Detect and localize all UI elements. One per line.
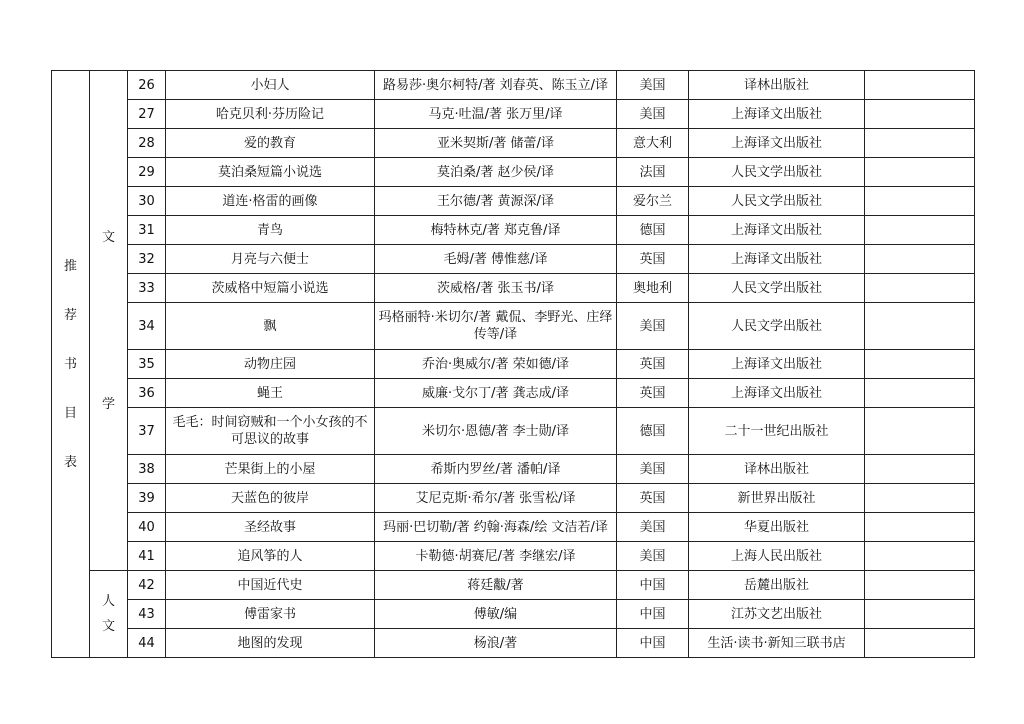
table-row	[52, 245, 975, 274]
row-number: 28	[128, 129, 166, 158]
book-author: 米切尔·恩德/著 李士勋/译	[375, 408, 617, 455]
book-list-table	[51, 70, 975, 658]
row-number: 35	[128, 350, 166, 379]
category-label-char: 人	[101, 594, 115, 609]
row-number: 30	[128, 187, 166, 216]
book-title: 蝇王	[166, 379, 375, 408]
book-author: 莫泊桑/著 赵少侯/译	[375, 158, 617, 187]
row-number: 36	[128, 379, 166, 408]
row-number: 44	[128, 629, 166, 658]
book-title: 哈克贝利·芬历险记	[166, 100, 375, 129]
table-row	[52, 629, 975, 658]
category-label	[90, 571, 128, 658]
section-title	[52, 71, 90, 658]
table-row	[52, 303, 975, 350]
table-row	[52, 484, 975, 513]
notes-cell	[865, 600, 975, 629]
row-number: 37	[128, 408, 166, 455]
book-title: 地图的发现	[166, 629, 375, 658]
table-row	[52, 129, 975, 158]
notes-cell	[865, 379, 975, 408]
table-row	[52, 158, 975, 187]
section-title-char: 书	[63, 356, 77, 372]
book-title: 青鸟	[166, 216, 375, 245]
row-number: 27	[128, 100, 166, 129]
book-title: 毛毛：时间窃贼和一个小女孩的不可思议的故事	[166, 408, 375, 455]
book-title: 动物庄园	[166, 350, 375, 379]
notes-cell	[865, 408, 975, 455]
table-row	[52, 571, 975, 600]
book-publisher: 华夏出版社	[689, 513, 865, 542]
book-country: 法国	[617, 158, 689, 187]
book-author: 蒋廷黻/著	[375, 571, 617, 600]
book-author: 毛姆/著 傅惟慈/译	[375, 245, 617, 274]
book-country: 英国	[617, 350, 689, 379]
table-row	[52, 350, 975, 379]
notes-cell	[865, 274, 975, 303]
book-title: 月亮与六便士	[166, 245, 375, 274]
notes-cell	[865, 542, 975, 571]
notes-cell	[865, 216, 975, 245]
table-row	[52, 187, 975, 216]
table-row	[52, 216, 975, 245]
book-author: 希斯内罗丝/著 潘帕/译	[375, 455, 617, 484]
book-author: 梅特林克/著 郑克鲁/译	[375, 216, 617, 245]
book-publisher: 人民文学出版社	[689, 303, 865, 350]
book-country: 美国	[617, 303, 689, 350]
book-country: 中国	[617, 571, 689, 600]
row-number: 33	[128, 274, 166, 303]
book-author: 杨浪/著	[375, 629, 617, 658]
notes-cell	[865, 455, 975, 484]
table-row	[52, 600, 975, 629]
book-publisher: 上海译文出版社	[689, 245, 865, 274]
notes-cell	[865, 187, 975, 216]
book-title: 莫泊桑短篇小说选	[166, 158, 375, 187]
book-publisher: 生活·读书·新知三联书店	[689, 629, 865, 658]
book-publisher: 上海译文出版社	[689, 129, 865, 158]
table-row	[52, 408, 975, 455]
section-title-char: 推	[63, 258, 77, 274]
book-author: 路易莎·奥尔柯特/著 刘春英、陈玉立/译	[375, 71, 617, 100]
book-publisher: 上海译文出版社	[689, 350, 865, 379]
book-title: 小妇人	[166, 71, 375, 100]
book-author: 玛丽·巴切勒/著 约翰·海森/绘 文洁若/译	[375, 513, 617, 542]
book-country: 中国	[617, 629, 689, 658]
table-body	[52, 71, 975, 658]
notes-cell	[865, 71, 975, 100]
book-publisher: 译林出版社	[689, 455, 865, 484]
row-number: 42	[128, 571, 166, 600]
row-number: 34	[128, 303, 166, 350]
notes-cell	[865, 484, 975, 513]
book-author: 卡勒德·胡赛尼/著 李继宏/译	[375, 542, 617, 571]
notes-cell	[865, 303, 975, 350]
book-author: 威廉·戈尔丁/著 龚志成/译	[375, 379, 617, 408]
book-title: 圣经故事	[166, 513, 375, 542]
book-author: 艾尼克斯·希尔/著 张雪松/译	[375, 484, 617, 513]
row-number: 29	[128, 158, 166, 187]
book-country: 爱尔兰	[617, 187, 689, 216]
table-row	[52, 71, 975, 100]
book-publisher: 江苏文艺出版社	[689, 600, 865, 629]
row-number: 39	[128, 484, 166, 513]
row-number: 32	[128, 245, 166, 274]
book-country: 英国	[617, 379, 689, 408]
book-publisher: 二十一世纪出版社	[689, 408, 865, 455]
book-country: 美国	[617, 100, 689, 129]
book-publisher: 上海译文出版社	[689, 216, 865, 245]
book-country: 美国	[617, 513, 689, 542]
book-publisher: 上海译文出版社	[689, 379, 865, 408]
table-row	[52, 513, 975, 542]
book-author: 马克·吐温/著 张万里/译	[375, 100, 617, 129]
book-country: 意大利	[617, 129, 689, 158]
category-label	[90, 71, 128, 571]
row-number: 40	[128, 513, 166, 542]
book-country: 英国	[617, 484, 689, 513]
notes-cell	[865, 129, 975, 158]
book-title: 天蓝色的彼岸	[166, 484, 375, 513]
notes-cell	[865, 571, 975, 600]
book-title: 道连·格雷的画像	[166, 187, 375, 216]
book-title: 茨威格中短篇小说选	[166, 274, 375, 303]
table-row	[52, 274, 975, 303]
row-number: 31	[128, 216, 166, 245]
notes-cell	[865, 245, 975, 274]
book-publisher: 新世界出版社	[689, 484, 865, 513]
book-publisher: 上海人民出版社	[689, 542, 865, 571]
book-country: 美国	[617, 71, 689, 100]
book-title: 芒果街上的小屋	[166, 455, 375, 484]
category-label-char: 文	[101, 229, 115, 245]
row-number: 26	[128, 71, 166, 100]
book-author: 茨威格/著 张玉书/译	[375, 274, 617, 303]
book-country: 英国	[617, 245, 689, 274]
book-publisher: 人民文学出版社	[689, 187, 865, 216]
table-row	[52, 379, 975, 408]
book-author: 傅敏/编	[375, 600, 617, 629]
book-publisher: 上海译文出版社	[689, 100, 865, 129]
notes-cell	[865, 350, 975, 379]
row-number: 41	[128, 542, 166, 571]
book-country: 奥地利	[617, 274, 689, 303]
notes-cell	[865, 513, 975, 542]
section-title-char: 表	[63, 454, 77, 470]
book-country: 德国	[617, 408, 689, 455]
book-title: 追风筝的人	[166, 542, 375, 571]
section-title-char: 荐	[63, 307, 77, 323]
book-author: 玛格丽特·米切尔/著 戴侃、李野光、庄绎传等/译	[375, 303, 617, 350]
table-row	[52, 542, 975, 571]
book-title: 飘	[166, 303, 375, 350]
book-country: 美国	[617, 455, 689, 484]
book-publisher: 人民文学出版社	[689, 158, 865, 187]
book-publisher: 译林出版社	[689, 71, 865, 100]
table-row	[52, 100, 975, 129]
book-author: 王尔德/著 黄源深/译	[375, 187, 617, 216]
notes-cell	[865, 158, 975, 187]
book-author: 亚米契斯/著 储蕾/译	[375, 129, 617, 158]
table-row	[52, 455, 975, 484]
book-country: 中国	[617, 600, 689, 629]
book-title: 中国近代史	[166, 571, 375, 600]
row-number: 38	[128, 455, 166, 484]
row-number: 43	[128, 600, 166, 629]
notes-cell	[865, 100, 975, 129]
book-country: 美国	[617, 542, 689, 571]
book-title: 爱的教育	[166, 129, 375, 158]
book-publisher: 岳麓出版社	[689, 571, 865, 600]
category-label-char: 学	[101, 396, 115, 412]
book-publisher: 人民文学出版社	[689, 274, 865, 303]
category-label-char: 文	[101, 619, 115, 634]
book-country: 德国	[617, 216, 689, 245]
book-author: 乔治·奥威尔/著 荣如德/译	[375, 350, 617, 379]
book-title: 傅雷家书	[166, 600, 375, 629]
section-title-char: 目	[63, 405, 77, 421]
notes-cell	[865, 629, 975, 658]
